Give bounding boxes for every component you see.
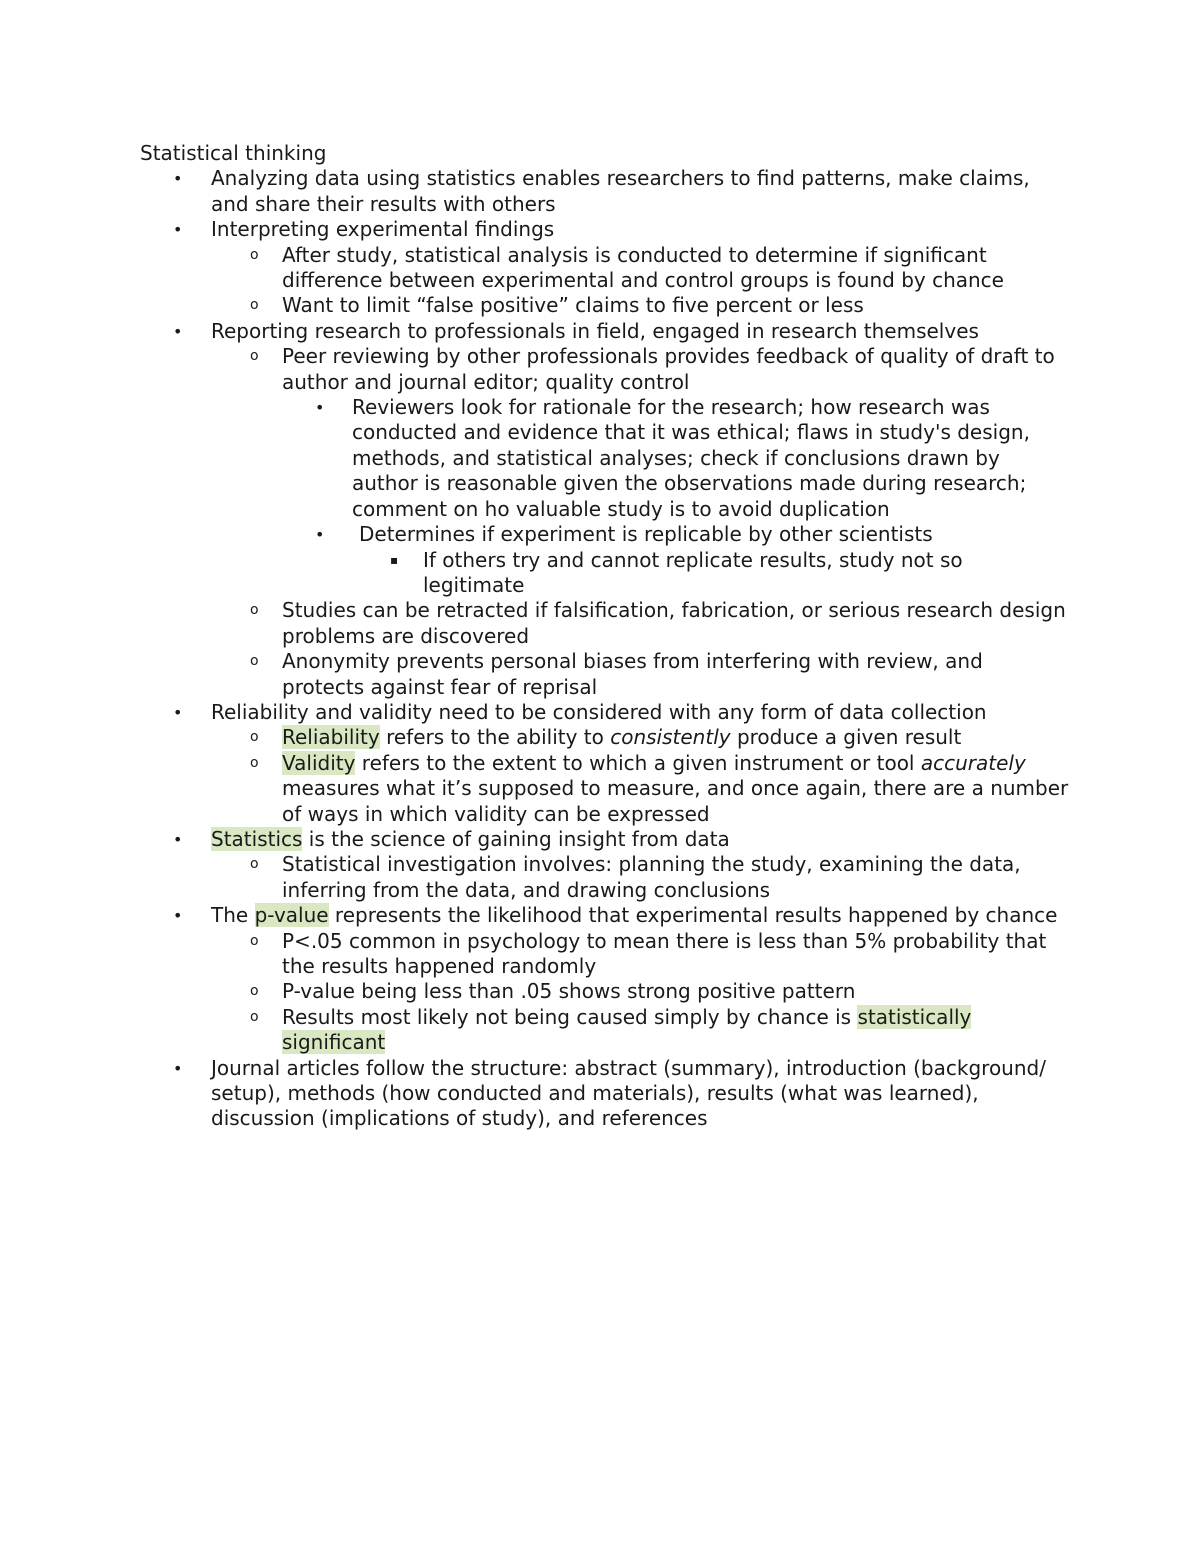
item-text: If others try and cannot replicate results, study not so legitimate xyxy=(423,547,963,597)
circle-bullet-icon: o xyxy=(250,729,259,746)
item-text: measures what it’s supposed to measure, and once again, there are a number of ways in which validity can be expressed xyxy=(282,776,1069,826)
item-text: Interpreting experimental findings xyxy=(211,217,555,242)
highlighted-term: Validity xyxy=(282,750,356,775)
document-title: Statistical thinking xyxy=(140,141,327,165)
disc-bullet-icon: • xyxy=(315,525,325,545)
disc-bullet-icon: • xyxy=(173,220,183,240)
list-item xyxy=(140,827,1070,852)
item-text: Reporting research to professionals in field, engaged in research themselves xyxy=(211,318,979,343)
disc-bullet-icon: • xyxy=(315,398,325,418)
circle-bullet-icon: o xyxy=(250,932,259,949)
highlighted-term: p-value xyxy=(254,903,329,928)
disc-bullet-icon: • xyxy=(173,702,183,722)
highlighted-term: Statistics xyxy=(211,826,303,851)
list-item xyxy=(140,522,1070,547)
circle-bullet-icon: o xyxy=(250,653,259,670)
item-text: is the science of gaining insight from data xyxy=(302,826,730,851)
circle-bullet-icon: o xyxy=(250,754,259,771)
circle-bullet-icon: o xyxy=(250,602,259,619)
circle-bullet-icon: o xyxy=(250,297,259,314)
item-text: Determines if experiment is replicable by other scientists xyxy=(359,522,933,547)
list-item xyxy=(140,903,1070,928)
list-item xyxy=(140,166,1070,217)
item-text: Studies can be retracted if falsification, fabrication, or serious research design problems are discovered xyxy=(282,598,1066,648)
circle-bullet-icon: o xyxy=(250,348,259,365)
list-item xyxy=(140,649,1070,700)
item-text: Anonymity prevents personal biases from interfering with review, and protects against fear of reprisal xyxy=(282,649,983,699)
item-text: represents the likelihood that experimental results happened by chance xyxy=(328,903,1058,928)
disc-bullet-icon: • xyxy=(173,321,183,341)
item-text: Reviewers look for rationale for the research; how research was conducted and evidence that it was ethical; flaws in study's design, methods, and statistical analyses; check if conclusions drawn by author is reasonable given the observations made during research; comment on ho valuable study is to avoid duplication xyxy=(352,395,1030,521)
item-text: Statistical investigation involves: planning the study, examining the data, inferring from the data, and drawing conclusions xyxy=(282,852,1021,902)
list-item xyxy=(140,293,1070,318)
disc-bullet-icon: • xyxy=(173,1058,183,1078)
disc-bullet-icon: • xyxy=(173,829,183,849)
list-item xyxy=(140,979,1070,1004)
item-text: Results most likely not being caused simply by chance is xyxy=(282,1004,858,1029)
item-text: produce a given result xyxy=(730,725,962,750)
item-text: Want to limit “false positive” claims to five percent or less xyxy=(282,293,864,318)
list-item xyxy=(140,217,1070,242)
list-item xyxy=(140,1005,1070,1056)
list-item xyxy=(140,319,1070,344)
circle-bullet-icon: o xyxy=(250,246,259,263)
disc-bullet-icon: • xyxy=(173,169,183,189)
circle-bullet-icon: o xyxy=(250,1008,259,1025)
item-text: After study, statistical analysis is conducted to determine if significant difference between experimental and control groups is found by chance xyxy=(282,242,1004,293)
list-item xyxy=(140,344,1070,395)
item-text: P<.05 common in psychology to mean there is less than 5% probability that the results happened randomly xyxy=(282,928,1047,978)
notes-body xyxy=(140,141,1070,1132)
list-item xyxy=(140,725,1070,750)
item-text: The xyxy=(211,903,255,928)
disc-bullet-icon: • xyxy=(173,906,183,926)
item-text: refers to the extent to which a given instrument or tool xyxy=(355,750,921,775)
item-text: Reliability and validity need to be considered with any form of data collection xyxy=(211,699,987,724)
emphasized-text: accurately xyxy=(920,750,1026,775)
list-item xyxy=(140,395,1070,522)
highlighted-term: Reliability xyxy=(282,725,380,750)
list-item xyxy=(140,548,1070,599)
list-item xyxy=(140,751,1070,827)
emphasized-text: consistently xyxy=(610,725,731,750)
item-text: Analyzing data using statistics enables researchers to find patterns, make claims, and share their results with others xyxy=(211,166,1030,216)
item-text: refers to the ability to xyxy=(379,725,611,750)
list-item xyxy=(140,1056,1070,1132)
list-item xyxy=(140,598,1070,649)
square-bullet-icon: ▪ xyxy=(390,552,399,567)
circle-bullet-icon: o xyxy=(250,856,259,873)
list-item xyxy=(140,243,1070,294)
list-item xyxy=(140,929,1070,980)
highlighted-term: statistically significant xyxy=(282,1004,972,1055)
list-item xyxy=(140,700,1070,725)
circle-bullet-icon: o xyxy=(250,983,259,1000)
item-text: P-value being less than .05 shows strong positive pattern xyxy=(282,979,856,1004)
item-text: Peer reviewing by other professionals provides feedback of quality of draft to author and journal editor; quality control xyxy=(282,344,1055,394)
item-text: Journal articles follow the structure: abstract (summary), introduction (background/ setup), methods (how conducted and materials), results (what was learned), discussion (implications of study), and references xyxy=(211,1055,1046,1131)
list-item xyxy=(140,852,1070,903)
